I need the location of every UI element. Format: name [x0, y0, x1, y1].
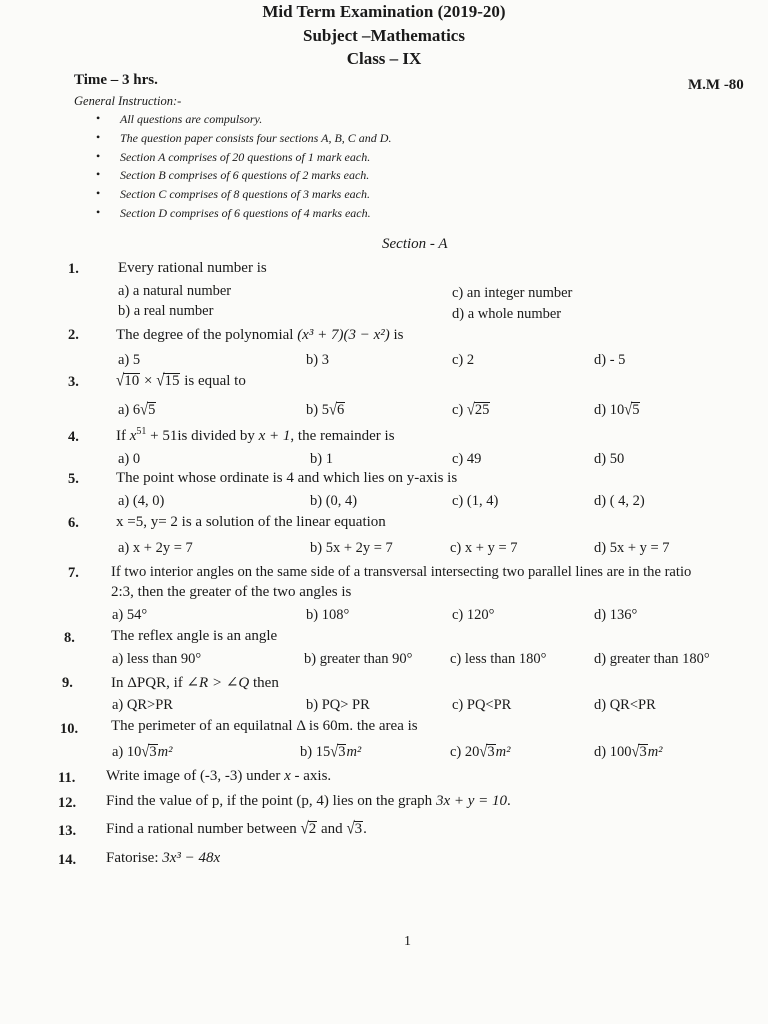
max-marks: M.M -80	[688, 77, 744, 93]
question-number: 7.	[68, 565, 79, 581]
instruction-item: Section B comprises of 6 questions of 2 marks each.	[120, 168, 370, 182]
option-label: a) 10	[112, 744, 142, 760]
unit: m²	[647, 744, 663, 760]
instructions-title: General Instruction:-	[74, 94, 182, 108]
question-text-pre: The degree of the polynomial	[116, 327, 298, 343]
option-a: a) a natural number	[118, 283, 232, 299]
option-a: a) x + 2y = 7	[118, 540, 193, 556]
radicand: 3	[354, 821, 363, 837]
bullet-icon: •	[96, 167, 101, 181]
option-d: d) a whole number	[452, 306, 562, 322]
variable: x	[129, 428, 137, 444]
option-d: d) 100√3m²	[594, 742, 663, 762]
conjunction: and	[317, 821, 347, 837]
bullet-icon: •	[96, 130, 101, 144]
question-text-post: is	[389, 327, 404, 343]
option-b: b) (0, 4)	[310, 493, 358, 509]
class-line: Class – IX	[346, 49, 422, 68]
question-text-line-1: If two interior angles on the same side of a transversal intersecting two parallel lines are in the ratio	[111, 564, 692, 580]
option-c: c) 20√3m²	[450, 742, 511, 762]
unit: m²	[495, 744, 511, 760]
option-b: b) 3	[306, 352, 329, 368]
question-text-pre: In ΔPQR, if	[111, 675, 187, 691]
question-text-post: - axis.	[290, 768, 332, 784]
bullet-icon: •	[96, 111, 101, 125]
option-label: b) 15	[300, 744, 331, 760]
option-c: c) √25	[452, 400, 490, 420]
radicand: 3	[338, 744, 346, 760]
option-d: d) - 5	[594, 352, 626, 368]
question-number: 1.	[68, 261, 79, 277]
question-number: 13.	[58, 823, 77, 839]
question-text-post: then	[249, 675, 279, 691]
option-a: a) (4, 0)	[118, 493, 165, 509]
bullet-icon: •	[96, 149, 101, 163]
exponent: 51	[136, 426, 147, 437]
option-label: a) 6	[118, 402, 141, 418]
radicand: 5	[632, 402, 640, 418]
question-text: Every rational number is	[118, 260, 267, 276]
option-d: d) 10√5	[594, 400, 640, 420]
condition: ∠R > ∠Q	[186, 675, 250, 691]
radicand: 3	[149, 744, 157, 760]
option-a: a) 0	[118, 451, 141, 467]
question-text	[106, 850, 220, 867]
axis-variable: x	[284, 768, 291, 784]
question-text-line-2: 2:3, then the greater of the two angles is	[111, 584, 352, 600]
option-c: c) (1, 4)	[452, 493, 499, 509]
divisor: x + 1	[258, 428, 291, 444]
question-text	[116, 327, 404, 344]
option-b: b) 5√6	[306, 400, 345, 420]
option-b: b) a real number	[118, 303, 214, 319]
option-b: b) 1	[310, 451, 333, 467]
question-text-pre: Find a rational number between	[106, 821, 301, 837]
instruction-item: The question paper consists four sections A, B, C and D.	[120, 131, 392, 145]
question-number: 3.	[68, 374, 79, 390]
bullet-icon: •	[96, 186, 101, 200]
polynomial: (x³ + 7)(3 − x²)	[297, 327, 390, 343]
option-label: c)	[452, 402, 467, 418]
question-text: Find a rational number between √2 and √3.	[106, 819, 367, 839]
question-number: 10.	[60, 721, 79, 737]
radicand: 2	[308, 821, 317, 837]
question-text	[106, 768, 331, 785]
instruction-item: All questions are compulsory.	[120, 112, 263, 126]
option-d: d) QR<PR	[594, 697, 656, 713]
question-text	[116, 426, 395, 445]
radicand: 25	[474, 402, 490, 418]
option-b: b) 108°	[306, 607, 350, 623]
page-number: 1	[404, 934, 411, 949]
option-label: d) 10	[594, 402, 625, 418]
instruction-item: Section D comprises of 6 questions of 4 marks each.	[120, 206, 371, 220]
question-text: The reflex angle is an angle	[111, 628, 278, 644]
option-c: c) less than 180°	[450, 651, 547, 667]
question-number: 5.	[68, 471, 79, 487]
option-d: d) 136°	[594, 607, 638, 623]
time-label: Time – 3 hrs.	[74, 72, 158, 88]
radicand: 6	[336, 402, 345, 418]
radicand: 5	[148, 402, 156, 418]
question-number: 9.	[62, 675, 73, 691]
instruction-item: Section A comprises of 20 questions of 1 mark each.	[120, 150, 371, 164]
option-d: d) 5x + y = 7	[594, 540, 670, 556]
question-text-pre: If	[116, 428, 130, 444]
question-number: 12.	[58, 795, 77, 811]
question-number: 14.	[58, 852, 77, 868]
question-number: 11.	[58, 770, 76, 786]
question-number: 4.	[68, 429, 79, 445]
option-a: a) QR>PR	[112, 697, 173, 713]
question-text-post: is equal to	[180, 373, 246, 389]
option-label: c) 20	[450, 744, 480, 760]
unit: m²	[346, 744, 362, 760]
radicand: 3	[487, 744, 495, 760]
subject-line: Subject –Mathematics	[303, 26, 465, 45]
question-text-mid: is divided by	[177, 428, 259, 444]
question-number: 2.	[68, 327, 79, 343]
equation: 3x + y = 10	[435, 793, 507, 809]
option-b: b) 15√3m²	[300, 742, 362, 762]
option-a: a) 54°	[112, 607, 148, 623]
exam-title: Mid Term Examination (2019-20)	[262, 2, 506, 21]
question-text-pre: Write image of (-3, -3) under	[106, 768, 285, 784]
bullet-icon: •	[96, 205, 101, 219]
radicand: 3	[639, 744, 647, 760]
option-c: c) x + y = 7	[450, 540, 518, 556]
question-text-pre: Fatorise:	[106, 850, 163, 866]
option-label: b) 5	[306, 402, 329, 418]
instruction-item: Section C comprises of 8 questions of 3 marks each.	[120, 187, 370, 201]
question-number: 8.	[64, 630, 75, 646]
section-title: Section - A	[382, 236, 448, 252]
option-b: b) greater than 90°	[304, 651, 413, 667]
question-text: x =5, y= 2 is a solution of the linear equation	[116, 514, 386, 530]
option-c: c) PQ<PR	[452, 697, 512, 713]
option-b: b) PQ> PR	[306, 697, 370, 713]
option-c: c) an integer number	[452, 285, 573, 301]
option-label: d) 100	[594, 744, 632, 760]
question-text-post: , the remainder is	[290, 428, 395, 444]
option-a: a) 10√3m²	[112, 742, 173, 762]
question-number: 6.	[68, 515, 79, 531]
question-text-pre: Find the value of p, if the point (p, 4) lies on the graph	[106, 793, 436, 809]
question-text: The point whose ordinate is 4 and which lies on y-axis is	[116, 470, 458, 486]
question-text: The perimeter of an equilatnal Δ is 60m. the area is	[111, 718, 418, 734]
expression: 3x³ − 48x	[162, 850, 221, 866]
option-a: a) 6√5	[118, 400, 156, 420]
radicand: 15	[164, 373, 180, 389]
option-a: a) less than 90°	[112, 651, 202, 667]
option-c: c) 120°	[452, 607, 495, 623]
unit: m²	[157, 744, 173, 760]
question-text-post: .	[363, 821, 367, 837]
radicand: 10	[124, 373, 140, 389]
option-d: d) greater than 180°	[594, 651, 710, 667]
question-text: √10 × √15 is equal to	[116, 371, 246, 391]
option-a: a) 5	[118, 352, 141, 368]
question-text	[111, 673, 279, 692]
option-c: c) 2	[452, 352, 475, 368]
question-text-post: .	[507, 793, 511, 809]
question-text	[106, 793, 511, 810]
option-b: b) 5x + 2y = 7	[310, 540, 393, 556]
option-d: d) ( 4, 2)	[594, 493, 645, 509]
term: + 51	[146, 428, 178, 444]
option-c: c) 49	[452, 451, 482, 467]
option-d: d) 50	[594, 451, 625, 467]
